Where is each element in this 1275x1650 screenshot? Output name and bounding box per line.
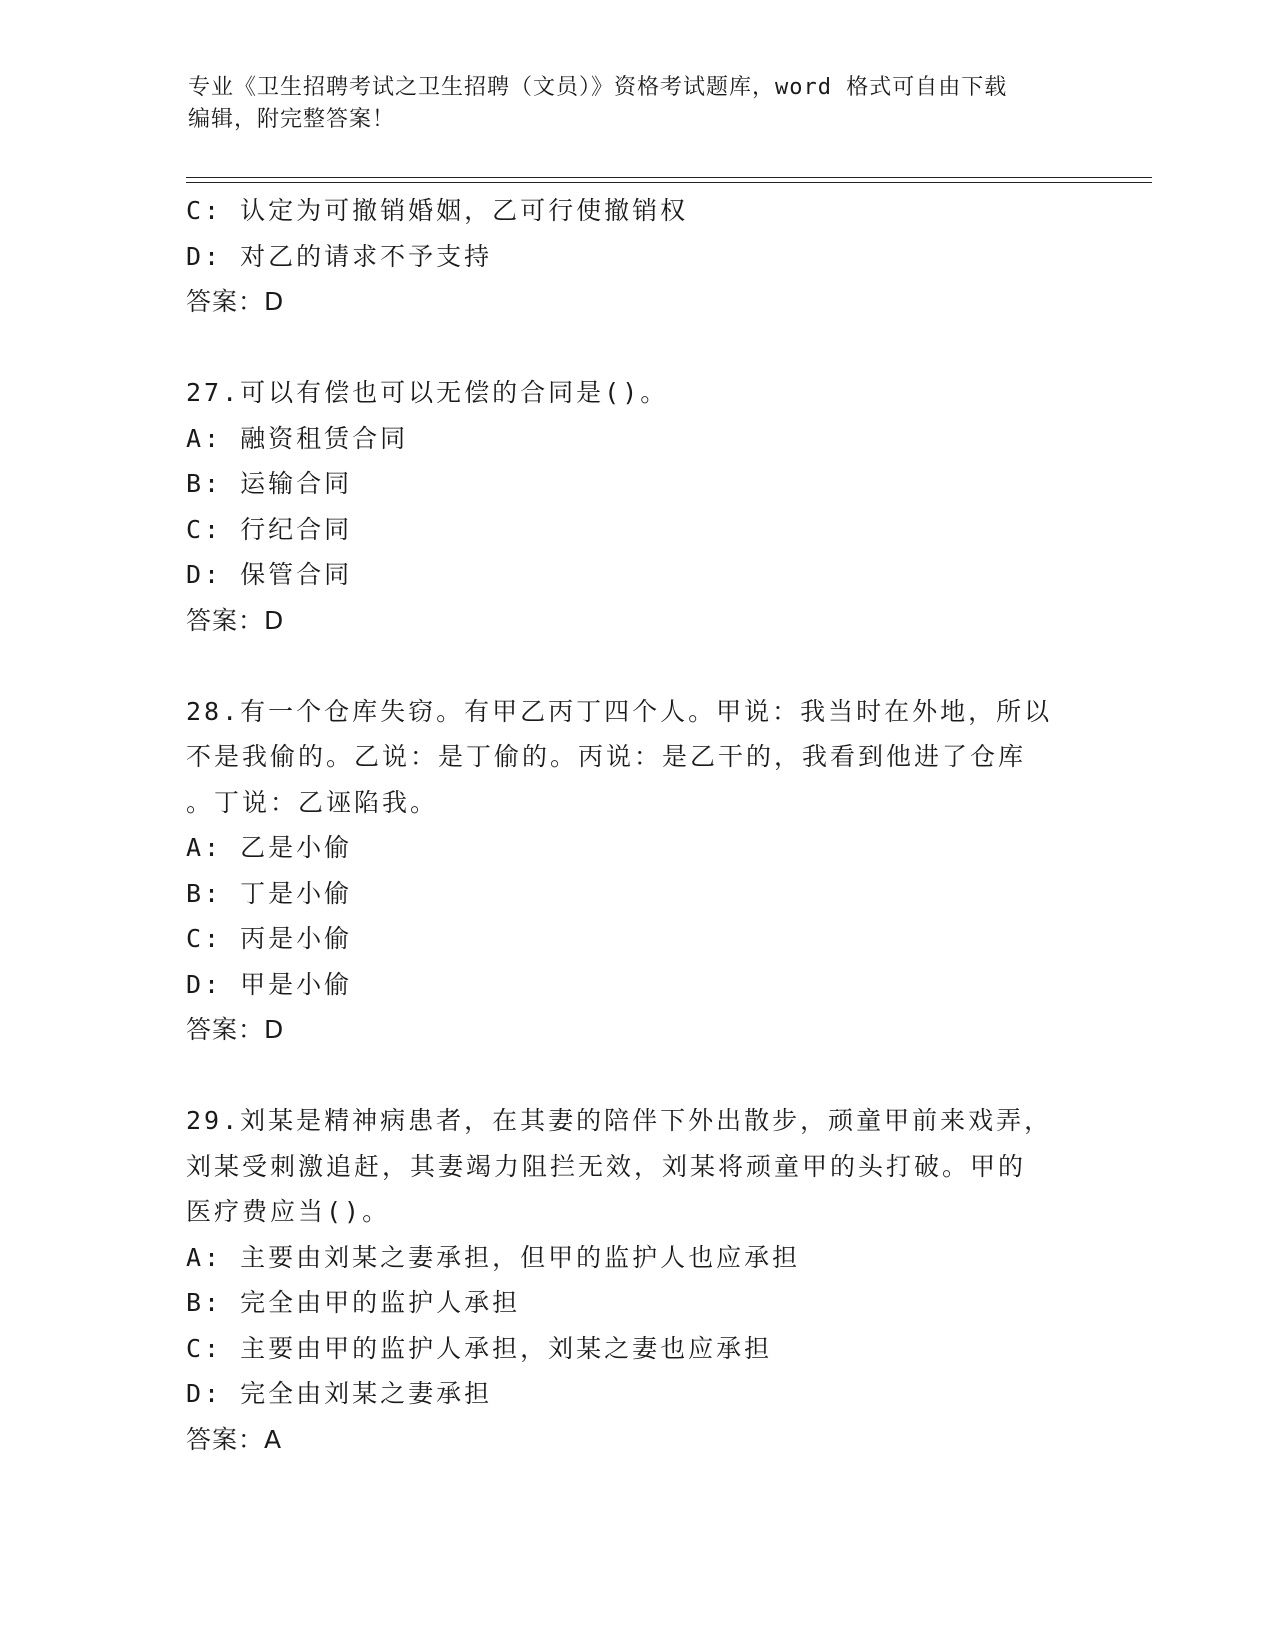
question-stem: 刘某受刺激追赶，其妻竭力阻拦无效，刘某将顽童甲的头打破。甲的 <box>186 1151 1027 1181</box>
header-divider-bottom <box>186 182 1152 183</box>
option-c: C: 行纪合同 <box>186 514 353 544</box>
option-c: C: 认定为可撤销婚姻，乙可行使撤销权 <box>186 196 689 225</box>
option-d: D: 对乙的请求不予支持 <box>186 241 493 271</box>
question-stem: 不是我偷的。乙说：是丁偷的。丙说：是乙干的，我看到他进了仓库 <box>186 742 1027 771</box>
answer-line: 答案：D <box>186 605 285 635</box>
spacer <box>186 1053 1086 1099</box>
question-28 <box>186 689 1086 1053</box>
question-stem: 28.有一个仓库失窃。有甲乙丙丁四个人。甲说：我当时在外地，所以 <box>186 696 1053 726</box>
document-header <box>188 72 1088 136</box>
question-list <box>186 188 1086 1462</box>
answer-line: 答案：D <box>186 1015 285 1044</box>
option-c: C: 主要由甲的监护人承担，刘某之妻也应承担 <box>186 1333 773 1363</box>
option-d: D: 保管合同 <box>186 560 353 589</box>
previous-question-tail <box>186 188 1086 325</box>
option-a: A: 乙是小偷 <box>186 833 353 862</box>
spacer <box>186 325 1086 371</box>
answer-line: 答案：A <box>186 1424 283 1454</box>
question-27 <box>186 370 1086 643</box>
question-stem: 29.刘某是精神病患者，在其妻的陪伴下外出散步，顽童甲前来戏弄， <box>186 1106 1053 1135</box>
answer-line: 答案：D <box>186 287 285 316</box>
header-divider-top <box>186 177 1152 178</box>
header-line-2: 编辑，附完整答案！ <box>188 107 396 132</box>
question-stem: 医疗费应当()。 <box>186 1197 391 1226</box>
option-b: B: 完全由甲的监护人承担 <box>186 1288 521 1317</box>
question-stem: 27.可以有偿也可以无偿的合同是()。 <box>186 378 669 407</box>
option-b: B: 丁是小偷 <box>186 878 353 908</box>
option-d: D: 甲是小偷 <box>186 969 353 999</box>
question-29 <box>186 1098 1086 1462</box>
header-line-1: 专业《卫生招聘考试之卫生招聘（文员）》资格考试题库，word 格式可自由下载 <box>188 75 1008 100</box>
option-a: A: 融资租赁合同 <box>186 423 409 453</box>
option-c: C: 丙是小偷 <box>186 924 353 953</box>
option-b: B: 运输合同 <box>186 469 353 498</box>
option-d: D: 完全由刘某之妻承担 <box>186 1379 493 1408</box>
question-stem: 。丁说：乙诬陷我。 <box>186 787 439 817</box>
option-a: A: 主要由刘某之妻承担，但甲的监护人也应承担 <box>186 1242 801 1272</box>
spacer <box>186 643 1086 689</box>
